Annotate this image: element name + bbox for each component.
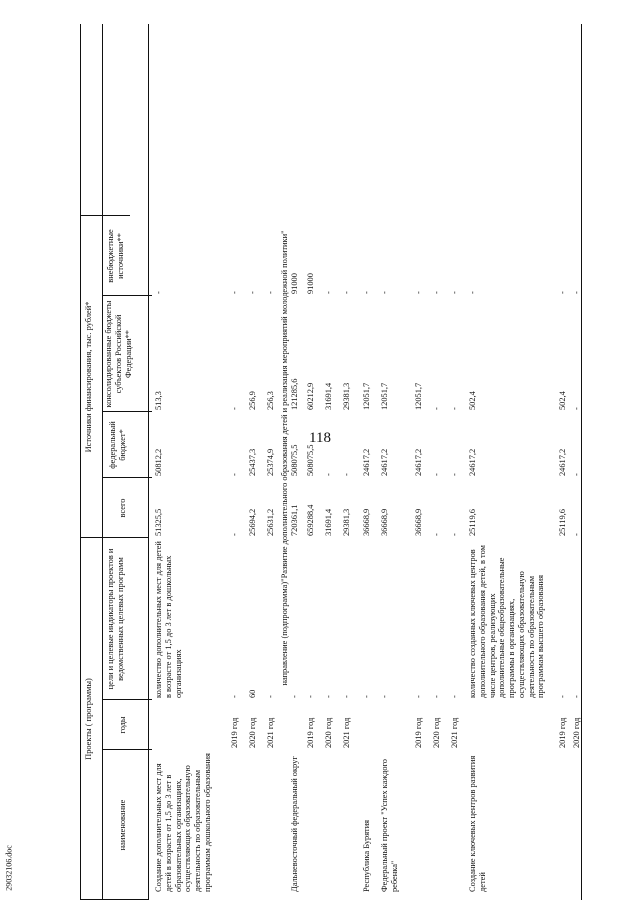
table-rule — [148, 24, 149, 900]
row-federal: - — [450, 473, 459, 476]
row-extra: - — [450, 291, 459, 294]
table-rule — [581, 24, 582, 900]
row-name — [248, 752, 260, 892]
row-year — [290, 702, 302, 748]
row-year: 2019 год — [306, 717, 315, 748]
row-goal: количество созданных ключевых центров дополнительного образования детей, в том числе центров, реализующих дополнительные общеобразовательные программы в организациях, осуществляющих образовательную деятельность по образовательным программам высшего образования — [468, 545, 546, 698]
row-goal: - — [290, 695, 299, 698]
row-goal: - — [558, 695, 567, 698]
row-name — [306, 752, 318, 892]
row-extra: - — [154, 291, 163, 294]
row-extra: - — [342, 291, 351, 294]
row-goal: количество дополнительных мест для детей в возрасте от 1,5 до 3 лет в дошкольных организациях — [154, 541, 183, 698]
page-number: 118 — [309, 430, 331, 446]
row-name: Республика Бурятия — [362, 819, 371, 892]
row-name — [432, 752, 444, 892]
funding-table — [80, 24, 582, 900]
row-name: Создание дополнительных мест для детей в возрасте от 1,5 до 3 лет в образовательных организациях, осуществляющих образовательную деятельность по образовательным программам дошкольного образования — [154, 753, 212, 892]
row-federal: 25437,3 — [248, 448, 257, 476]
row-name — [558, 752, 570, 892]
row-goal: - — [266, 695, 275, 698]
rotated-table-frame — [80, 24, 582, 900]
row-regional: - — [230, 407, 239, 410]
header-funding: Источники финансирования, тыс. рублей* — [84, 301, 93, 453]
row-federal: - — [572, 473, 581, 476]
row-extra: - — [558, 291, 567, 294]
table-rule — [80, 24, 81, 900]
row-year: 2020 год — [432, 717, 441, 748]
row-federal: - — [432, 473, 441, 476]
row-name — [230, 752, 242, 892]
row-federal: 50812,2 — [154, 448, 163, 476]
row-goal: - — [414, 695, 423, 698]
row-regional: 12051,7 — [380, 382, 389, 410]
row-year — [468, 702, 554, 748]
row-year: 2019 год — [558, 717, 567, 748]
row-goal: - — [230, 695, 239, 698]
row-name: Федеральный проект "Успех каждого ребенка" — [380, 759, 399, 892]
row-regional: 60212,9 — [306, 382, 315, 410]
header-goals: цели и целевые индикаторы проектов и ведомственных целевых программ — [106, 548, 125, 690]
row-name: Дальневосточный федеральный округ — [290, 756, 299, 892]
row-total: 36668,9 — [414, 508, 423, 536]
row-total: 36668,9 — [380, 508, 389, 536]
row-regional: 31691,4 — [324, 382, 333, 410]
row-year: 2019 год — [414, 717, 423, 748]
row-total: - — [450, 533, 459, 536]
row-regional: 513,3 — [154, 391, 163, 410]
row-regional: 256,3 — [266, 391, 275, 410]
row-regional: 502,4 — [558, 391, 567, 410]
row-total: - — [230, 533, 239, 536]
row-federal: 24617,2 — [414, 448, 423, 476]
row-goal: - — [572, 695, 581, 698]
row-regional: 502,4 — [468, 391, 477, 410]
row-name — [342, 752, 354, 892]
row-goal: - — [342, 695, 351, 698]
row-goal: - — [324, 695, 333, 698]
row-regional: 12051,7 — [362, 382, 371, 410]
header-projects: Проекты ( программы) — [84, 678, 93, 760]
row-extra: - — [248, 291, 257, 294]
row-federal: - — [230, 473, 239, 476]
row-regional: 121285,6 — [290, 378, 299, 410]
row-name — [414, 752, 426, 892]
row-extra: - — [380, 291, 389, 294]
header-name: наименование — [118, 799, 127, 851]
row-name — [450, 752, 462, 892]
row-name: Создание ключевых центров развития детей — [468, 755, 487, 892]
row-federal: 24617,2 — [558, 448, 567, 476]
row-total: 36668,9 — [362, 508, 371, 536]
row-regional: - — [432, 407, 441, 410]
row-federal: 25374,9 — [266, 448, 275, 476]
row-federal: 24617,2 — [468, 448, 477, 476]
header-regional: консолидированные бюджеты субъектов Российской Федерации** — [104, 300, 133, 408]
row-goal: - — [306, 695, 315, 698]
row-regional: 256,9 — [248, 391, 257, 410]
row-extra: - — [432, 291, 441, 294]
row-extra: - — [324, 291, 333, 294]
header-total: всего — [118, 498, 127, 518]
row-federal: 24617,2 — [380, 448, 389, 476]
header-extra: внебюджетные источники** — [106, 229, 125, 283]
row-year: 2021 год — [342, 717, 351, 748]
row-regional: - — [572, 407, 581, 410]
row-year — [154, 702, 228, 748]
row-total: 25119,6 — [558, 509, 567, 536]
row-goal: - — [362, 695, 371, 698]
row-federal: 508075,5 — [306, 444, 315, 476]
row-year — [380, 702, 406, 748]
footer-text: 29032106.doc — [4, 845, 14, 891]
row-year: 2020 год — [248, 717, 257, 748]
row-total: 659288,4 — [306, 504, 315, 536]
row-federal: - — [324, 473, 333, 476]
row-year: 2020 год — [324, 717, 333, 748]
row-total: 25631,2 — [266, 508, 275, 536]
header-federal: федеральный бюджет* — [108, 421, 127, 469]
row-extra: - — [572, 291, 581, 294]
row-total: - — [572, 533, 581, 536]
row-year: 2021 год — [266, 717, 275, 748]
row-extra: 91000 — [290, 273, 299, 294]
row-total: 25119,6 — [468, 509, 477, 536]
row-year: 2021 год — [450, 717, 459, 748]
header-years: годы — [118, 716, 127, 734]
row-goal: - — [450, 695, 459, 698]
section-title: направление (подпрограмма)"Развитие дополнительного образования детей и реализация мероприятий молодежной политики" — [280, 230, 289, 686]
row-total: 720361,1 — [290, 504, 299, 536]
row-federal: 508075,5 — [290, 444, 299, 476]
row-regional: 29381,3 — [342, 382, 351, 410]
row-regional: 12051,7 — [414, 382, 423, 410]
row-extra: - — [362, 291, 371, 294]
row-year: 2019 год — [230, 717, 239, 748]
row-name — [324, 752, 336, 892]
row-goal: - — [380, 695, 389, 698]
row-extra: 91000 — [306, 273, 315, 294]
row-total: 25694,2 — [248, 508, 257, 536]
row-extra: - — [414, 291, 423, 294]
row-regional: - — [450, 407, 459, 410]
table-rule — [102, 24, 103, 900]
row-total: 29381,3 — [342, 508, 351, 536]
row-extra: - — [266, 291, 275, 294]
row-name — [266, 752, 278, 892]
row-extra: - — [468, 291, 477, 294]
row-year: 2020 год — [572, 717, 581, 748]
row-total: 51325,5 — [154, 508, 163, 536]
row-goal: - — [432, 695, 441, 698]
row-year — [362, 702, 374, 748]
row-goal: 60 — [248, 689, 257, 698]
row-federal: - — [342, 473, 351, 476]
row-federal: 24617,2 — [362, 448, 371, 476]
row-total: 31691,4 — [324, 508, 333, 536]
row-total: - — [432, 533, 441, 536]
footer-filename — [2, 838, 16, 898]
row-extra: - — [230, 291, 239, 294]
row-name — [572, 752, 580, 892]
